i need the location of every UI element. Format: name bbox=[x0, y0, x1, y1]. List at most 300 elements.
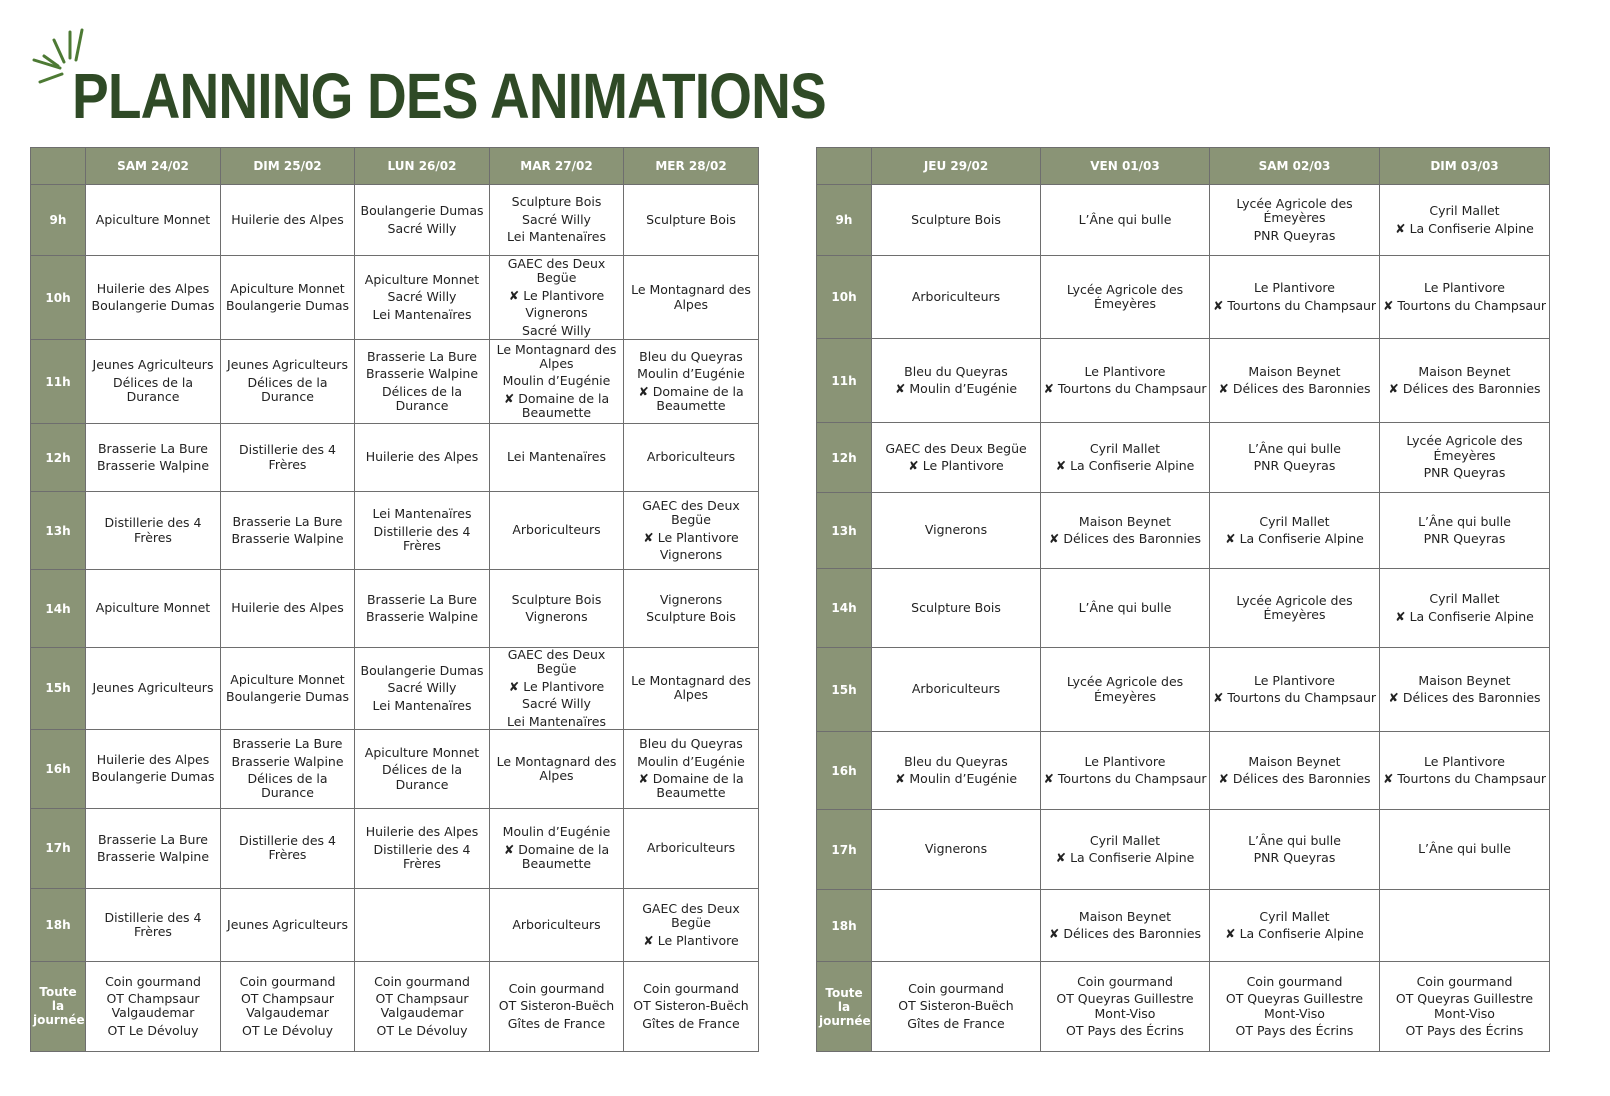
exhibitor-name: Brasserie La Bure bbox=[232, 513, 343, 529]
schedule-cell bbox=[355, 888, 490, 961]
exhibitor-name: Brasserie La Bure bbox=[366, 348, 478, 364]
table-row bbox=[31, 185, 759, 256]
exhibitor-name: OT Pays des Écrins bbox=[1235, 1022, 1354, 1038]
exhibitor-name: ✘ Domaine de la Beaumette bbox=[638, 383, 744, 413]
exhibitor-name: OT Le Dévoluy bbox=[241, 1022, 333, 1038]
schedule-body bbox=[31, 185, 759, 1052]
schedule-cell bbox=[1041, 339, 1210, 423]
exhibitor-name: Apiculture Monnet bbox=[364, 744, 480, 760]
exhibitor-name: Vignerons bbox=[525, 609, 588, 624]
schedule-cell bbox=[1041, 185, 1210, 256]
exhibitor-name: ✘ Domaine de la Beaumette bbox=[503, 841, 610, 872]
exhibitor-name: OT Champsaur Valgaudemar bbox=[106, 991, 200, 1021]
hour-label: 11h bbox=[31, 340, 86, 424]
exhibitor-name: Lycée Agricole des Émeyères bbox=[1066, 281, 1184, 311]
exhibitor-name: Sacré Willy bbox=[387, 220, 457, 236]
schedule-cell bbox=[490, 961, 624, 1051]
hour-label: 15h bbox=[31, 648, 86, 730]
schedule-cell bbox=[355, 961, 490, 1051]
schedule-cell bbox=[1041, 810, 1210, 890]
exhibitor-name: Apiculture Monnet bbox=[95, 211, 211, 227]
exhibitor-name: Jeunes Agriculteurs bbox=[92, 357, 214, 373]
schedule-cell bbox=[1380, 256, 1550, 339]
exhibitor-name: Vignerons bbox=[659, 546, 723, 562]
exhibitor-name: ✘ Délices des Baronnies bbox=[1048, 926, 1202, 941]
header-row bbox=[31, 148, 759, 185]
exhibitor-name: ✘ Le Plantivore bbox=[643, 932, 739, 948]
exhibitor-name: Cyril Mallet bbox=[1429, 591, 1500, 607]
exhibitor-name: ✘ Délices des Baronnies bbox=[1388, 690, 1541, 705]
exhibitor-name: Lycée Agricole des Émeyères bbox=[1236, 592, 1353, 622]
exhibitor-name: Sacré Willy bbox=[387, 289, 457, 305]
exhibitor-name: PNR Queyras bbox=[1253, 458, 1336, 473]
hour-label: 18h bbox=[31, 888, 86, 961]
exhibitor-name: Cyril Mallet bbox=[1259, 513, 1330, 529]
exhibitor-name: Lei Mantenaïres bbox=[372, 697, 472, 713]
schedule-cell bbox=[355, 808, 490, 888]
day-header: DIM 03/03 bbox=[1380, 148, 1550, 185]
table-row bbox=[31, 340, 759, 424]
header-row bbox=[817, 148, 1550, 185]
table-row bbox=[31, 256, 759, 340]
schedule-cell bbox=[1210, 256, 1380, 339]
exhibitor-name: ✘ Tourtons du Champsaur bbox=[1382, 771, 1547, 786]
schedule-cell bbox=[355, 340, 490, 424]
exhibitor-name: Jeunes Agriculteurs bbox=[227, 357, 348, 373]
exhibitor-name: Le Montagnard des Alpes bbox=[631, 673, 751, 703]
exhibitor-name: Distillerie des 4 Frères bbox=[239, 442, 336, 472]
exhibitor-name: Délices de la Durance bbox=[112, 374, 194, 405]
exhibitor-name: Le Plantivore bbox=[1254, 672, 1335, 688]
exhibitor-name: Lei Mantenaïres bbox=[507, 449, 606, 465]
exhibitor-name: Coin gourmand bbox=[239, 973, 336, 989]
exhibitor-name: Sacré Willy bbox=[522, 322, 591, 338]
hour-label: 14h bbox=[817, 569, 872, 648]
schedule-cell bbox=[355, 424, 490, 492]
exhibitor-name: Délices de la Durance bbox=[381, 383, 463, 413]
schedule-cell bbox=[872, 962, 1041, 1052]
exhibitor-name: PNR Queyras bbox=[1423, 531, 1506, 546]
exhibitor-name: ✘ Le Plantivore bbox=[908, 458, 1004, 473]
hour-label: Toute la journée bbox=[817, 962, 872, 1052]
exhibitor-name: Arboriculteurs bbox=[911, 681, 1001, 697]
schedule-cell bbox=[1380, 732, 1550, 810]
corner-cell bbox=[31, 148, 86, 185]
schedule-cell bbox=[221, 961, 355, 1051]
schedule-cell bbox=[1210, 185, 1380, 256]
schedule-cell bbox=[86, 729, 221, 808]
exhibitor-name: GAEC des Deux Begüe bbox=[885, 440, 1027, 456]
exhibitor-name: Gîtes de France bbox=[507, 1015, 606, 1031]
exhibitor-name: Huilerie des Alpes bbox=[365, 824, 479, 840]
schedule-cell bbox=[1041, 569, 1210, 648]
schedule-cell bbox=[624, 340, 759, 424]
exhibitor-name: Coin gourmand bbox=[908, 980, 1004, 996]
day-header: MAR 27/02 bbox=[490, 148, 624, 185]
exhibitor-name: Cyril Mallet bbox=[1089, 832, 1161, 848]
schedule-cell bbox=[490, 648, 624, 730]
exhibitor-name: Apiculture Monnet bbox=[364, 271, 480, 287]
schedule-cell bbox=[1041, 648, 1210, 732]
exhibitor-name: Lycée Agricole des Émeyères bbox=[1236, 195, 1353, 226]
hour-label: 14h bbox=[31, 570, 86, 648]
schedule-cell bbox=[624, 808, 759, 888]
exhibitor-name: Sacré Willy bbox=[387, 680, 457, 696]
schedule-table-week1 bbox=[30, 147, 759, 1052]
exhibitor-name: Boulangerie Dumas bbox=[226, 688, 349, 704]
schedule-cell bbox=[86, 570, 221, 648]
hour-label: 12h bbox=[817, 423, 872, 493]
table-row bbox=[817, 569, 1550, 648]
schedule-cell bbox=[624, 256, 759, 340]
exhibitor-name: L’Âne qui bulle bbox=[1078, 211, 1172, 227]
table-row bbox=[817, 256, 1550, 339]
table-row bbox=[31, 424, 759, 492]
schedule-cell bbox=[872, 423, 1041, 493]
hour-label: 17h bbox=[817, 810, 872, 890]
hour-label: 13h bbox=[817, 493, 872, 569]
exhibitor-name: ✘ Tourtons du Champsaur bbox=[1043, 771, 1207, 786]
exhibitor-name: Huilerie des Alpes bbox=[365, 449, 479, 465]
exhibitor-name: Lycée Agricole des Émeyères bbox=[1066, 674, 1184, 704]
exhibitor-name: Coin gourmand bbox=[508, 980, 605, 996]
hour-label: 16h bbox=[31, 729, 86, 808]
schedule-cell bbox=[86, 185, 221, 256]
schedule-cell bbox=[86, 256, 221, 340]
exhibitor-name: L’Âne qui bulle bbox=[1248, 440, 1341, 456]
exhibitor-name: ✘ La Confiserie Alpine bbox=[1225, 531, 1364, 546]
exhibitor-name: Bleu du Queyras bbox=[639, 348, 743, 364]
exhibitor-name: Apiculture Monnet bbox=[95, 600, 211, 616]
day-header: SAM 24/02 bbox=[86, 148, 221, 185]
table-row bbox=[817, 185, 1550, 256]
exhibitor-name: Boulangerie Dumas bbox=[360, 203, 484, 219]
exhibitor-name: Cyril Mallet bbox=[1089, 440, 1161, 456]
schedule-cell bbox=[221, 808, 355, 888]
hour-label: 15h bbox=[817, 648, 872, 732]
schedule-cell bbox=[355, 648, 490, 730]
exhibitor-name: OT Queyras Guillestre Mont-Viso bbox=[1395, 991, 1534, 1021]
exhibitor-name: ✘ La Confiserie Alpine bbox=[1055, 458, 1195, 473]
exhibitor-name: Cyril Mallet bbox=[1429, 203, 1500, 219]
schedule-cell bbox=[1041, 256, 1210, 339]
exhibitor-name: ✘ Domaine de la Beaumette bbox=[503, 390, 610, 421]
exhibitor-name: OT Sisteron-Buëch bbox=[498, 998, 615, 1014]
schedule-cell bbox=[624, 424, 759, 492]
exhibitor-name: Maison Beynet bbox=[1418, 672, 1511, 688]
exhibitor-name: OT Pays des Écrins bbox=[1066, 1022, 1184, 1038]
schedule-cell bbox=[1210, 493, 1380, 569]
exhibitor-name: Bleu du Queyras bbox=[639, 736, 743, 752]
exhibitor-name: Arboriculteurs bbox=[512, 916, 601, 932]
exhibitor-name: ✘ La Confiserie Alpine bbox=[1395, 220, 1534, 236]
exhibitor-name: Le Plantivore bbox=[1084, 363, 1166, 379]
schedule-cell bbox=[1380, 423, 1550, 493]
exhibitor-name: Vignerons bbox=[924, 522, 988, 538]
schedule-table-week2 bbox=[816, 147, 1550, 1052]
hour-label: 18h bbox=[817, 890, 872, 962]
schedule-cell bbox=[490, 424, 624, 492]
exhibitor-name: Sculpture Bois bbox=[511, 194, 602, 210]
exhibitor-name: Apiculture Monnet bbox=[230, 280, 345, 296]
exhibitor-name: GAEC des Deux Begüe bbox=[507, 256, 606, 286]
exhibitor-name: ✘ Le Plantivore bbox=[508, 287, 605, 303]
schedule-cell bbox=[221, 340, 355, 424]
exhibitor-name: Le Plantivore bbox=[1254, 280, 1335, 296]
schedule-cell bbox=[221, 424, 355, 492]
exhibitor-name: OT Sisteron-Buëch bbox=[633, 998, 749, 1014]
schedule-cell bbox=[490, 256, 624, 340]
exhibitor-name: Jeunes Agriculteurs bbox=[92, 680, 214, 696]
table-row bbox=[817, 962, 1550, 1052]
exhibitor-name: Distillerie des 4 Frères bbox=[373, 523, 471, 554]
exhibitor-name: Maison Beynet bbox=[1078, 513, 1172, 529]
exhibitor-name: ✘ Domaine de la Beaumette bbox=[638, 770, 744, 801]
exhibitor-name: GAEC des Deux Begüe bbox=[507, 647, 606, 677]
schedule-cell bbox=[1380, 890, 1550, 962]
exhibitor-name: OT Pays des Écrins bbox=[1405, 1022, 1524, 1038]
exhibitor-name: Lei Mantenaïres bbox=[507, 713, 606, 729]
schedule-cell bbox=[86, 492, 221, 570]
exhibitor-name: ✘ Tourtons du Champsaur bbox=[1043, 381, 1207, 396]
exhibitor-name: ✘ Moulin d’Eugénie bbox=[894, 771, 1018, 786]
exhibitor-name: Brasserie La Bure bbox=[366, 591, 478, 607]
exhibitor-name: Boulangerie Dumas bbox=[226, 298, 349, 313]
exhibitor-name: Distillerie des 4 Frères bbox=[239, 833, 336, 863]
exhibitor-name: ✘ La Confiserie Alpine bbox=[1395, 608, 1534, 624]
exhibitor-name: Le Plantivore bbox=[1424, 753, 1505, 769]
exhibitor-name: Vignerons bbox=[525, 305, 588, 321]
schedule-cell bbox=[490, 570, 624, 648]
schedule-cell bbox=[355, 492, 490, 570]
exhibitor-name: Brasserie Walpine bbox=[96, 848, 210, 864]
schedule-cell bbox=[1210, 339, 1380, 423]
day-header: VEN 01/03 bbox=[1041, 148, 1210, 185]
exhibitor-name: Moulin d’Eugénie bbox=[502, 824, 611, 840]
schedule-cell bbox=[1380, 648, 1550, 732]
schedule-cell bbox=[872, 890, 1041, 962]
schedule-cell bbox=[872, 256, 1041, 339]
schedule-cell bbox=[221, 185, 355, 256]
hour-label: 10h bbox=[31, 256, 86, 340]
exhibitor-name: Délices de la Durance bbox=[381, 762, 463, 792]
exhibitor-name: OT Queyras Guillestre Mont-Viso bbox=[1225, 991, 1364, 1021]
table-row bbox=[31, 808, 759, 888]
table-row bbox=[31, 570, 759, 648]
schedule-cell bbox=[872, 648, 1041, 732]
schedule-cell bbox=[86, 808, 221, 888]
exhibitor-name: Apiculture Monnet bbox=[230, 671, 345, 687]
exhibitor-name: Vignerons bbox=[659, 591, 723, 607]
exhibitor-name: Distillerie des 4 Frères bbox=[373, 841, 471, 872]
schedule-cell bbox=[624, 492, 759, 570]
exhibitor-name: Lei Mantenaïres bbox=[372, 506, 472, 522]
exhibitor-name: Sacré Willy bbox=[522, 211, 591, 227]
exhibitor-name: ✘ Tourtons du Champsaur bbox=[1382, 297, 1547, 313]
exhibitor-name: Sacré Willy bbox=[522, 696, 591, 712]
schedule-cell bbox=[1380, 810, 1550, 890]
day-header: JEU 29/02 bbox=[872, 148, 1041, 185]
exhibitor-name: Maison Beynet bbox=[1248, 753, 1341, 769]
exhibitor-name: Gîtes de France bbox=[642, 1015, 740, 1031]
exhibitor-name: Lei Mantenaïres bbox=[507, 229, 606, 245]
exhibitor-name: Boulangerie Dumas bbox=[360, 662, 484, 678]
schedule-cell bbox=[1380, 339, 1550, 423]
schedule-cell bbox=[221, 888, 355, 961]
corner-cell bbox=[817, 148, 872, 185]
exhibitor-name: Jeunes Agriculteurs bbox=[227, 916, 348, 932]
exhibitor-name: Bleu du Queyras bbox=[904, 363, 1008, 379]
exhibitor-name: PNR Queyras bbox=[1423, 465, 1506, 481]
exhibitor-name: ✘ Délices des Baronnies bbox=[1218, 771, 1371, 786]
exhibitor-name: Vignerons bbox=[924, 841, 988, 857]
exhibitor-name: Brasserie Walpine bbox=[365, 609, 479, 624]
table-row bbox=[817, 423, 1550, 493]
table-row bbox=[817, 890, 1550, 962]
exhibitor-name: Coin gourmand bbox=[1416, 973, 1513, 989]
schedule-cell bbox=[624, 185, 759, 256]
schedule-cell bbox=[355, 256, 490, 340]
exhibitor-name: Arboriculteurs bbox=[512, 522, 601, 538]
table-row bbox=[31, 648, 759, 730]
table-row bbox=[817, 648, 1550, 732]
schedule-cell bbox=[872, 732, 1041, 810]
exhibitor-name: Huilerie des Alpes bbox=[231, 600, 344, 616]
day-header: DIM 25/02 bbox=[221, 148, 355, 185]
table-row bbox=[31, 492, 759, 570]
schedule-cell bbox=[490, 492, 624, 570]
day-header: SAM 02/03 bbox=[1210, 148, 1380, 185]
exhibitor-name: Arboriculteurs bbox=[911, 288, 1001, 304]
schedule-cell bbox=[1041, 962, 1210, 1052]
exhibitor-name: Sculpture Bois bbox=[911, 211, 1001, 227]
hour-label: Toute la journée bbox=[31, 961, 86, 1051]
exhibitor-name: Sculpture Bois bbox=[646, 211, 736, 227]
schedule-cell bbox=[490, 808, 624, 888]
exhibitor-name: Distillerie des 4 Frères bbox=[104, 515, 202, 545]
exhibitor-name: L’Âne qui bulle bbox=[1078, 599, 1172, 615]
hour-label: 9h bbox=[31, 185, 86, 256]
table-row bbox=[31, 888, 759, 961]
table-row bbox=[817, 732, 1550, 810]
schedule-cell bbox=[1380, 185, 1550, 256]
schedule-cell bbox=[1210, 890, 1380, 962]
exhibitor-name: Coin gourmand bbox=[105, 973, 201, 989]
schedule-cell bbox=[1380, 493, 1550, 569]
schedule-cell bbox=[221, 492, 355, 570]
table-row bbox=[31, 961, 759, 1051]
schedule-cell bbox=[86, 340, 221, 424]
exhibitor-name: Le Montagnard des Alpes bbox=[496, 341, 617, 371]
exhibitor-name: Huilerie des Alpes bbox=[96, 752, 210, 767]
exhibitor-name: Sculpture Bois bbox=[511, 591, 602, 607]
exhibitor-name: OT Le Dévoluy bbox=[107, 1022, 199, 1038]
exhibitor-name: OT Queyras Guillestre Mont-Viso bbox=[1056, 991, 1194, 1021]
exhibitor-name: Cyril Mallet bbox=[1259, 908, 1330, 924]
day-header: MER 28/02 bbox=[624, 148, 759, 185]
schedule-cell bbox=[490, 729, 624, 808]
exhibitor-name: Gîtes de France bbox=[907, 1015, 1005, 1031]
schedule-cell bbox=[355, 729, 490, 808]
table-row bbox=[817, 810, 1550, 890]
page-title: PLANNING DES ANIMATIONS bbox=[72, 60, 826, 132]
exhibitor-name: Brasserie Walpine bbox=[365, 366, 479, 382]
exhibitor-name: Délices de la Durance bbox=[247, 374, 328, 405]
exhibitor-name: Brasserie La Bure bbox=[232, 736, 343, 752]
exhibitor-name: OT Champsaur Valgaudemar bbox=[240, 991, 335, 1021]
schedule-cell bbox=[1041, 732, 1210, 810]
schedule-cell bbox=[624, 729, 759, 808]
exhibitor-name: Le Plantivore bbox=[1084, 753, 1166, 769]
exhibitor-name: Arboriculteurs bbox=[646, 840, 736, 856]
exhibitor-name: Maison Beynet bbox=[1248, 363, 1341, 379]
schedule-cell bbox=[872, 569, 1041, 648]
schedule-cell bbox=[221, 648, 355, 730]
schedule-cell bbox=[490, 888, 624, 961]
exhibitor-name: Brasserie La Bure bbox=[97, 440, 209, 456]
schedule-cell bbox=[624, 961, 759, 1051]
schedule-cell bbox=[86, 961, 221, 1051]
hour-label: 10h bbox=[817, 256, 872, 339]
exhibitor-name: GAEC des Deux Begüe bbox=[642, 900, 740, 931]
exhibitor-name: Moulin d’Eugénie bbox=[637, 366, 745, 382]
exhibitor-name: Le Montagnard des Alpes bbox=[631, 282, 751, 312]
exhibitor-name: PNR Queyras bbox=[1253, 227, 1336, 243]
exhibitor-name: OT Sisteron-Buëch bbox=[898, 998, 1014, 1014]
schedule-cell bbox=[86, 424, 221, 492]
exhibitor-name: L’Âne qui bulle bbox=[1248, 832, 1341, 848]
schedule-cell bbox=[1210, 423, 1380, 493]
exhibitor-name: Huilerie des Alpes bbox=[231, 211, 344, 227]
schedule-cell bbox=[1380, 962, 1550, 1052]
schedule-cell bbox=[1041, 423, 1210, 493]
exhibitor-name: PNR Queyras bbox=[1253, 850, 1336, 865]
schedule-cell bbox=[624, 648, 759, 730]
schedule-cell bbox=[221, 570, 355, 648]
schedule-cell bbox=[872, 810, 1041, 890]
exhibitor-name: Le Montagnard des Alpes bbox=[496, 753, 617, 783]
exhibitor-name: Coin gourmand bbox=[643, 980, 739, 996]
schedule-cell bbox=[1041, 890, 1210, 962]
exhibitor-name: ✘ La Confiserie Alpine bbox=[1225, 926, 1364, 941]
exhibitor-name: Lei Mantenaïres bbox=[372, 306, 472, 322]
hour-label: 9h bbox=[817, 185, 872, 256]
exhibitor-name: Maison Beynet bbox=[1418, 363, 1511, 379]
schedule-cell bbox=[1380, 569, 1550, 648]
exhibitor-name: L’Âne qui bulle bbox=[1418, 841, 1511, 857]
exhibitor-name: Coin gourmand bbox=[374, 973, 470, 989]
hour-label: 13h bbox=[31, 492, 86, 570]
schedule-body bbox=[817, 185, 1550, 1052]
exhibitor-name: Coin gourmand bbox=[1246, 973, 1343, 989]
schedule-cell bbox=[872, 185, 1041, 256]
exhibitor-name: Maison Beynet bbox=[1078, 908, 1172, 924]
schedule-cell bbox=[1041, 493, 1210, 569]
exhibitor-name: Sculpture Bois bbox=[911, 599, 1001, 615]
table-row bbox=[31, 729, 759, 808]
hour-label: 17h bbox=[31, 808, 86, 888]
exhibitor-name: ✘ Le Plantivore bbox=[508, 678, 605, 694]
schedule-cell bbox=[624, 570, 759, 648]
schedule-cell bbox=[1210, 732, 1380, 810]
exhibitor-name: GAEC des Deux Begüe bbox=[642, 497, 740, 528]
exhibitor-name: OT Le Dévoluy bbox=[376, 1022, 468, 1038]
exhibitor-name: ✘ Le Plantivore bbox=[643, 529, 739, 545]
exhibitor-name: Brasserie Walpine bbox=[231, 753, 344, 769]
exhibitor-name: Moulin d’Eugénie bbox=[637, 753, 745, 769]
exhibitor-name: ✘ Délices des Baronnies bbox=[1048, 531, 1202, 546]
exhibitor-name: Boulangerie Dumas bbox=[91, 769, 215, 785]
